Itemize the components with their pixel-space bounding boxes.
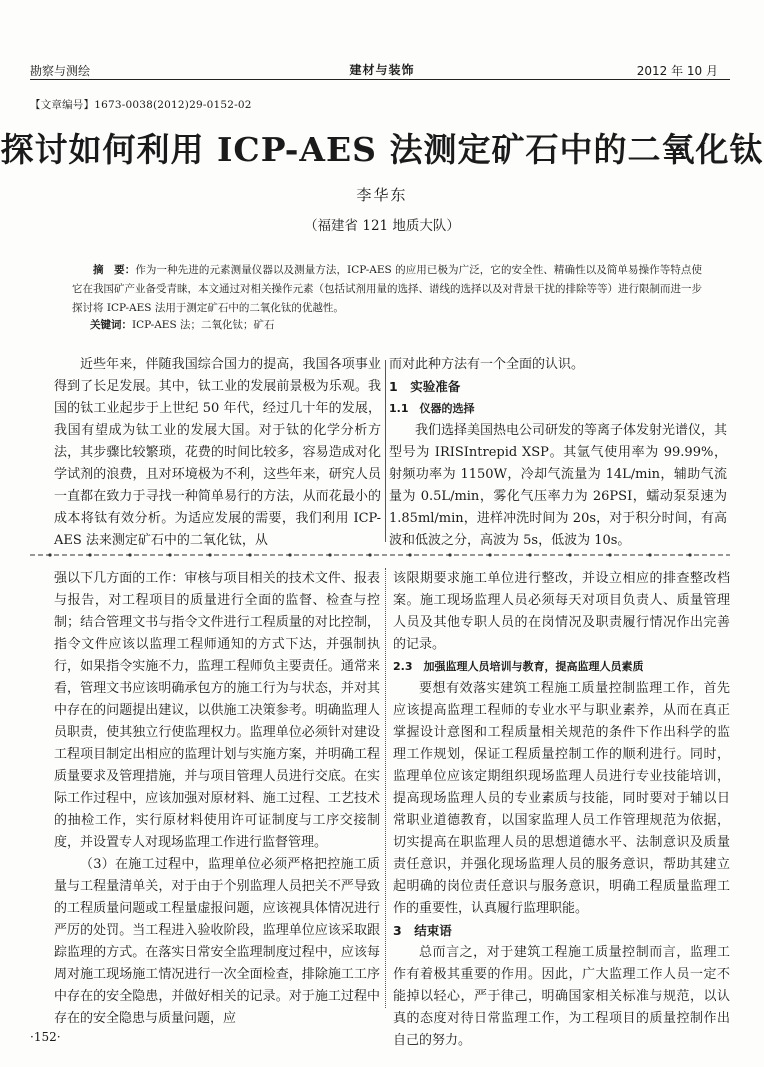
supervision-paragraph-1: 强以下几方面的工作：审核与项目相关的技术文件、报表与报告，对工程项目的质量进行全面的监督、检查与控制；结合管理文书与指令文件进行工程质量的对比控制，指令文件应该以监理工程师通知的方式下达，并强制执行，如果指令实施不力，监理工程师负主要责任。通常来看，管理文书应该明确承包方的施工行为与状态，并对其中存在的问题提出建议，以供施工决策参考。明确监理人员职责，使其独立行使监理权力。监理单位必须针对建设工程项目制定出相应的监理计划与实施方案，并明确工程质量要求及管理措施，并与项目管理人员进行交底。在实际工作过程中，应该加强对原材料、施工过程、工艺技术的抽检工作，实行原材料使用许可证制度与工序交接制度，并设置专人对现场监理工作进行监督管理。 [54,571,380,850]
rectification-paragraph: 该限期要求施工单位进行整改，并设立相应的排查整改档案。施工现场监理人员必须每天对项目负责人、质量管理人员及其他专职人员的在岗情况及职责履行情况作出完善的记录。 [393,571,730,652]
intro-continuation: 而对此种方法有一个全面的认识。 [389,357,585,372]
column-divider-top [385,360,386,542]
article-number: 【文章编号】1673-0038(2012)29-0152-02 [30,99,252,111]
abstract [72,261,702,318]
journal-name-header: 建材与装饰 [349,63,415,77]
issue-date-header: 2012 年 10 月 [636,64,718,78]
keywords-text: ICP-AES 法；二氧化钛；矿石 [132,319,275,331]
keywords [90,317,275,332]
top-right-column [389,354,727,552]
instrument-paragraph: 我们选择美国热电公司研发的等离子体发射光谱仪，其型号为 IRISIntrepid XSP。其氩气使用率为 99.99%，射频功率为 1150W，冷却气流量为 14L/min，辅助气流量为 0.5L/min，雾化气压率力为 26PSI，蠕动泵泵速为 1.85ml/min，进样冲洗时间为 20s，对于积分时间，有高波和低波之分，高波为 5s，低波为 10s。 [389,423,728,548]
bottom-left-column [54,568,380,1030]
article-separator [30,550,730,560]
conclusion-paragraph: 总而言之，对于建筑工程施工质量控制而言，监理工作有着极其重要的作用。因此，广大监理工作人员一定不能掉以轻心，严于律己，明确国家相关标准与规范，以认真的态度对待日常监理工作，为工程项目的质量控制作出自己的努力。 [393,945,730,1048]
bottom-right-column [393,568,730,1052]
intro-paragraph: 近些年来，伴随我国综合国力的提高，我国各项事业得到了长足发展。其中，钛工业的发展前景极为乐观。我国的钛工业起步于上世纪 50 年代，经过几十年的发展，我国有望成为钛工业的发展大国。对于钛的化学分析方法，其步骤比较繁琐，花费的时间比较多，容易造成对化学试剂的浪费，且对环境极为不利，这些年来，研究人员一直都在致力于寻找一种简单易行的方法，从而花最小的成本将钛有效分析。为适应发展的需要，我们利用 ICP-AES 法来测定矿石中的二氧化钛，从 [54,357,381,548]
column-divider-bottom [385,568,386,1008]
page-number: ·152· [30,1030,61,1044]
section-heading-3: 3 结束语 [393,923,452,938]
section-heading-1-1: 1.1 仪器的选择 [389,402,475,415]
author-name: 李华东 [356,186,408,204]
author-affiliation: （福建省 121 地质大队） [304,218,460,234]
journal-section-header: 勘察与测绘 [30,64,91,78]
top-left-column [54,354,381,552]
paper-title: 探讨如何利用 ICP-AES 法测定矿石中的二氧化钛 [0,130,764,169]
training-paragraph: 要想有效落实建筑工程施工质量控制监理工作，首先应该提高监理工程师的专业水平与职业素养，从而在真正掌握设计意图和工程质量相关规范的条件下作出科学的监理工作规划，保证工程质量控制工作的顺利进行。同时，监理单位应该定期组织现场监理人员进行专业技能培训，提高现场监理人员的专业素质与技能，同时要对于辅以日常职业道德教育，以国家监理人员工作管理规范为依据，切实提高在职监理人员的思想道德水平、法制意识及质量责任意识，并强化现场监理人员的服务意识，帮助其建立起明确的岗位责任意识与服务意识，明确工程质量监理工作的重要性，认真履行监理职能。 [393,681,730,916]
abstract-text: 作为一种先进的元素测量仪器以及测量方法，ICP-AES 的应用已极为广泛，它的安全性、精确性以及简单易操作等特点使它在我国矿产业备受青睐，本文通过对相关操作元素（包括试剂用量的选择、谱线的选择以及对背景干扰的排除等等）进行限制而进一步探讨将 ICP-AES 法用于测定矿石中的二氧化钛的优越性。 [72,264,703,314]
header-rule [30,79,730,80]
section-heading-1: 1 实验准备 [389,379,461,394]
supervision-paragraph-2: （3）在施工过程中，监理单位必须严格把控施工质量与工程量清单关，对于由于个别监理人员把关不严导致的工程质量问题或工程量虚报问题，应该视具体情况进行严厉的处罚。当工程进入验收阶段，监理单位应该采取跟踪监理的方式。在落实日常安全监理制度过程中，应该每周对施工现场施工情况进行一次全面检查，排除施工工序中存在的安全隐患，并做好相关的记录。对于施工过程中存在的安全隐患与质量问题，应 [54,857,380,1026]
section-heading-2-3: 2.3 加强监理人员培训与教育，提高监理人员素质 [393,660,644,673]
keywords-label: 关键词： [90,319,132,331]
abstract-label: 摘 要： [93,264,136,276]
